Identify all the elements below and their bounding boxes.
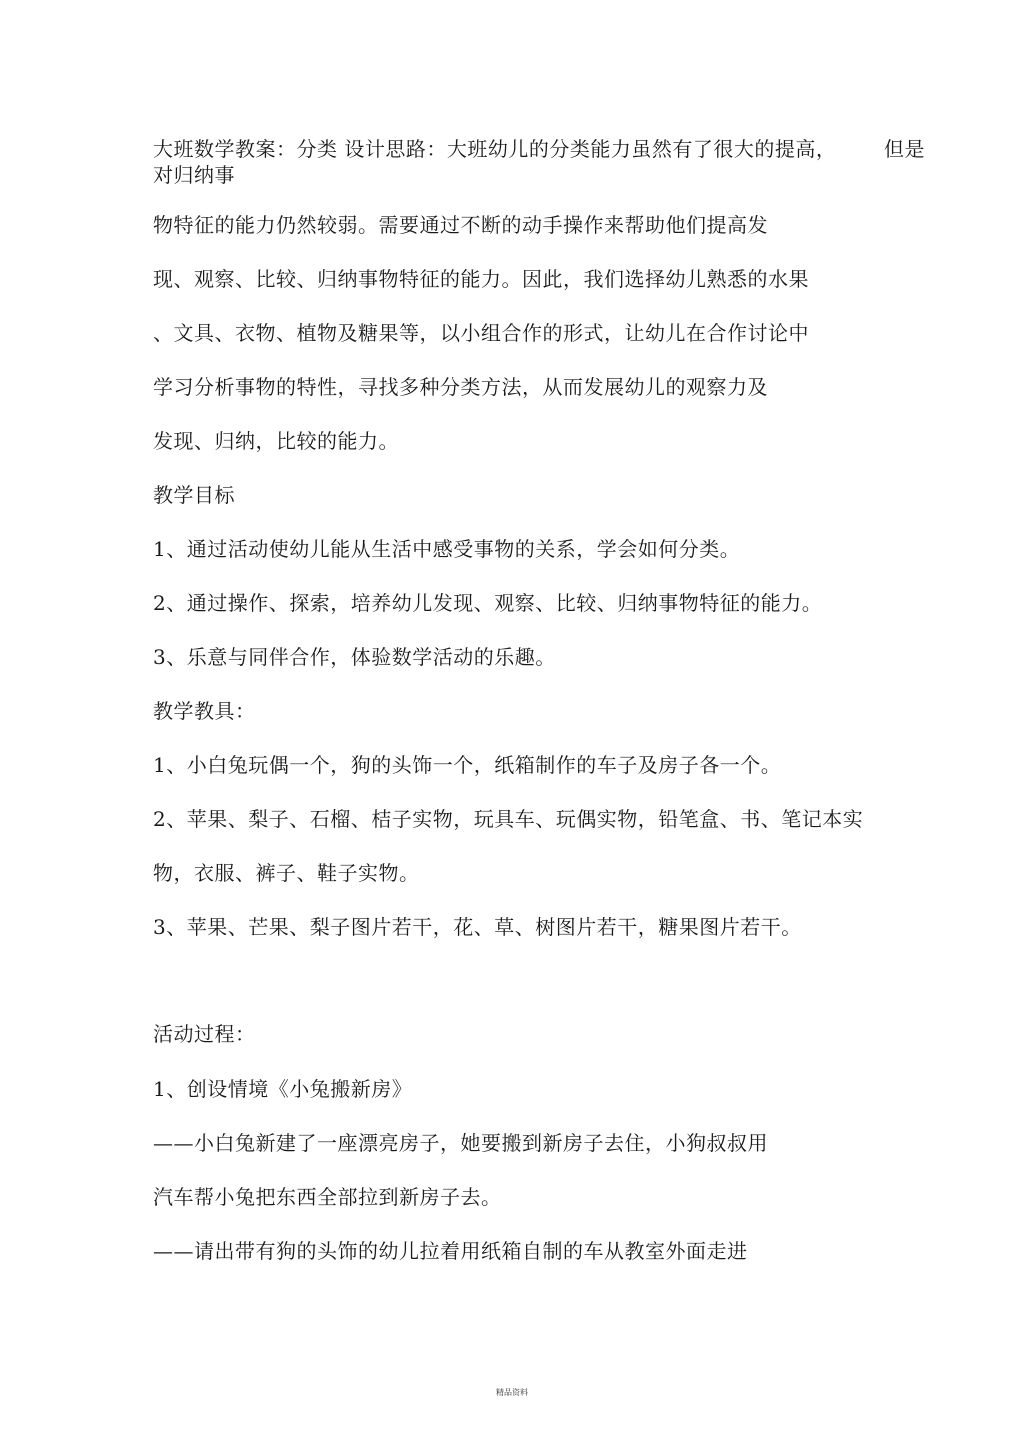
page-footer: 精品资料 — [496, 1388, 528, 1397]
paragraph-line: 学习分析事物的特性，寻找多种分类方法，从而发展幼儿的观察力及 — [153, 375, 768, 399]
material-item: 1、小白兔玩偶一个，狗的头饰一个，纸箱制作的车子及房子各一个。 — [153, 753, 782, 777]
paragraph-line: 发现、归纳，比较的能力。 — [153, 429, 399, 453]
process-item: ——请出带有狗的头饰的幼儿拉着用纸箱自制的车从教室外面走进 — [153, 1239, 748, 1263]
process-item: ——小白兔新建了一座漂亮房子，她要搬到新房子去住，小狗叔叔用 — [153, 1131, 768, 1155]
process-heading: 活动过程： — [153, 1022, 256, 1046]
material-item: 3、苹果、芒果、梨子图片若干，花、草、树图片若干，糖果图片若干。 — [153, 915, 802, 939]
process-item: 1、创设情境《小兔搬新房》 — [153, 1077, 413, 1101]
title-text-continuation: 但是 — [884, 137, 925, 161]
title-line-wrap: 对归纳事 — [153, 163, 235, 187]
goal-item: 1、通过活动使幼儿能从生活中感受事物的关系，学会如何分类。 — [153, 537, 741, 561]
process-item: 汽车帮小兔把东西全部拉到新房子去。 — [153, 1185, 502, 1209]
paragraph-line: 现、观察、比较、归纳事物特征的能力。因此，我们选择幼儿熟悉的水果 — [153, 267, 809, 291]
material-item: 2、苹果、梨子、石榴、桔子实物，玩具车、玩偶实物，铅笔盒、书、笔记本实 — [153, 807, 864, 831]
paragraph-line: 、文具、衣物、植物及糖果等，以小组合作的形式，让幼儿在合作讨论中 — [153, 321, 809, 345]
materials-heading: 教学教具： — [153, 699, 256, 723]
title-text: 大班数学教案：分类 设计思路：大班幼儿的分类能力虽然有了很大的提高， — [153, 137, 837, 161]
material-item: 物，衣服、裤子、鞋子实物。 — [153, 861, 420, 885]
document-title-line — [153, 136, 933, 162]
goals-heading: 教学目标 — [153, 483, 235, 507]
goal-item: 3、乐意与同伴合作，体验数学活动的乐趣。 — [153, 645, 556, 669]
goal-item: 2、通过操作、探索，培养幼儿发现、观察、比较、归纳事物特征的能力。 — [153, 591, 823, 615]
paragraph-line: 物特征的能力仍然较弱。需要通过不断的动手操作来帮助他们提高发 — [153, 213, 768, 237]
